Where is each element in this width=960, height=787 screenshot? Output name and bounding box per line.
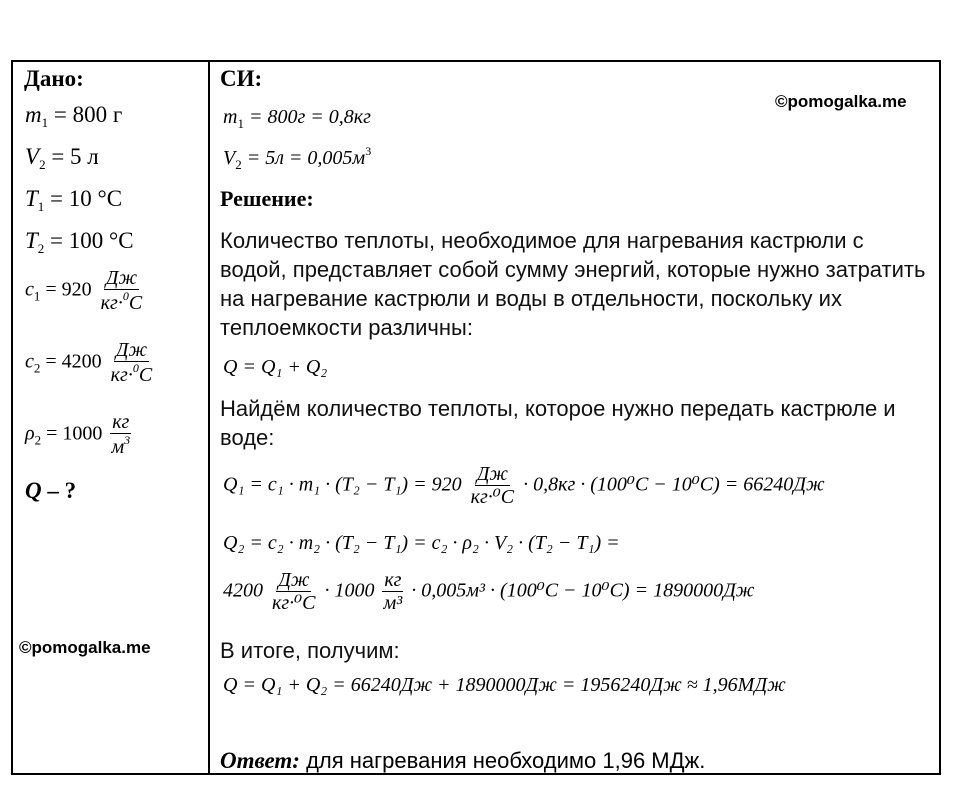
equation-sum: Q = Q₁ + Q₂ xyxy=(223,356,328,378)
si-title: СИ: xyxy=(220,66,263,91)
solution-table xyxy=(11,60,941,775)
given-find: Q – ? xyxy=(25,478,77,503)
si-line-2: $V_2 = 5л = 0,005м^3$ xyxy=(223,144,372,172)
watermark-top: ©pomogalka.me xyxy=(775,92,907,111)
given-title: Дано: xyxy=(24,66,84,91)
column-divider xyxy=(208,62,210,773)
given-c2: $c_2 = 4200$ $\frac{Дж}{кг\cdot^0C}$ xyxy=(25,339,153,386)
answer-label: Ответ: xyxy=(220,748,300,773)
equation-total: Q = Q₁ + Q₂ = 66240Дж + 1890000Дж = 1956240Дж ≈ 1,96МДж xyxy=(223,674,786,696)
equation-q2: Q₂ = c₂ · m₂ · (T₂ − T₁) = c₂ · ρ₂ · V₂ · (T₂ − T₁) = xyxy=(223,532,620,554)
given-c1: $c_1 = 920$ $\frac{Дж}{кг\cdot^0C}$ xyxy=(25,267,143,314)
solution-paragraph-2: Найдём количество теплоты, которое нужно передать кастрюле и воде: xyxy=(220,396,896,450)
solution-paragraph-3: В итоге, получим: xyxy=(220,638,400,663)
solution-paragraph-1: Количество теплоты, необходимое для нагревания кастрюли с водой, представляет собой сумму энергий, которые нужно затратить на нагревание кастрюли и воды в отдельности, поскольку их теплоемкости различны: xyxy=(220,228,926,340)
si-line-1: $m_1 = 800г = 0,8кг$ xyxy=(223,106,371,131)
equation-q1: Q₁ = c₁ · m₁ · (T₂ − T₁) = 920 $\frac{Дж}{\text{кг·⁰C}}$ · 0,8кг · (100⁰C − 10⁰C) = 66240Дж xyxy=(223,463,825,508)
solution-title: Решение: xyxy=(220,186,314,211)
given-m1: $m_1 = 800$ г xyxy=(25,102,123,130)
answer-text: для нагревания необходимо 1,96 МДж. xyxy=(299,748,706,773)
answer-line xyxy=(220,748,705,774)
given-t2: $T_2 = 100$ °С xyxy=(25,228,134,256)
given-v2: $V_2 = 5$ л xyxy=(25,144,99,172)
given-rho2: $\rho_2 = 1000$ $\frac{кг}{м^3}$ xyxy=(25,411,131,458)
equation-q2-values: 4200 $\frac{Дж}{\text{кг·⁰C}}$ · 1000 $\frac{кг}{\text{м³}}$ · 0,005м³ · (100⁰C − 10⁰C) = 1890000Дж xyxy=(223,569,755,614)
given-t1: $T_1 = 10$ °С xyxy=(25,186,123,214)
watermark-left: ©pomogalka.me xyxy=(19,638,151,657)
